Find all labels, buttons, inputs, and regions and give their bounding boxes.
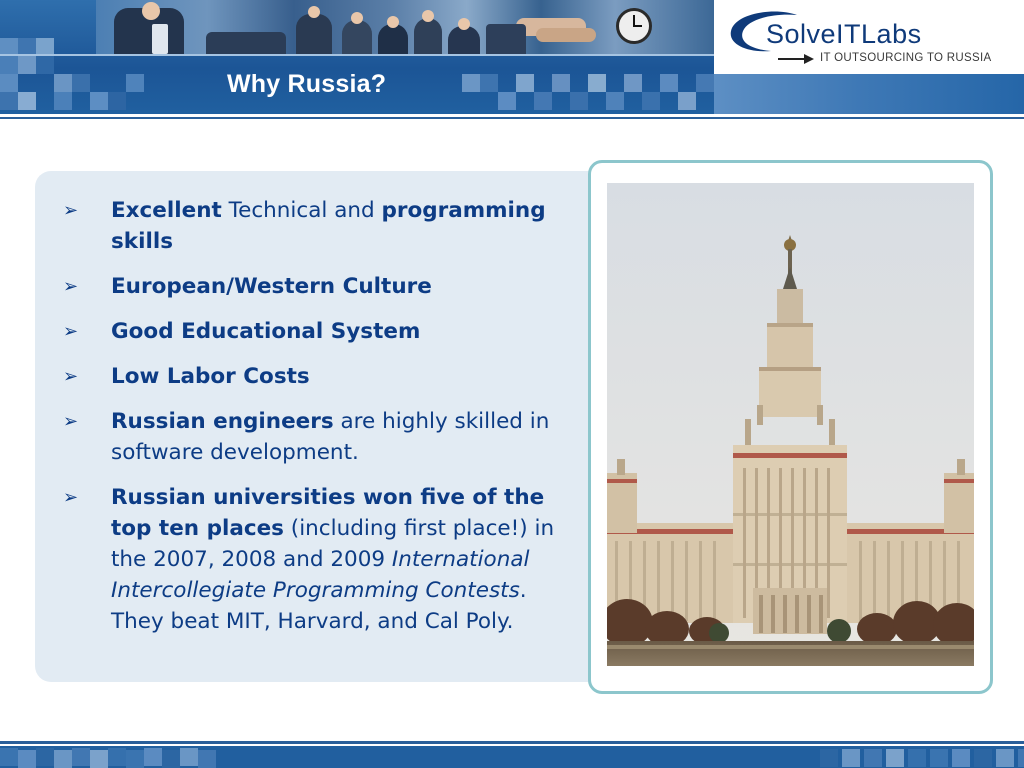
bullet-text-run: programming skills <box>111 198 546 254</box>
desk-figure <box>206 32 286 54</box>
logo-name: SolveITLabs <box>766 19 922 49</box>
person-figure <box>296 14 332 54</box>
person-figure <box>448 26 480 54</box>
bullet-arrow-icon: ➢ <box>63 321 79 342</box>
moscow-state-university-building-photo <box>607 183 974 666</box>
bullet-item <box>63 316 573 347</box>
person-figure <box>378 24 408 54</box>
bullet-text-run: International Intercollegiate Programming Contests <box>111 547 530 603</box>
sleeve <box>486 24 526 54</box>
person-head <box>387 16 399 28</box>
person-figure <box>342 20 372 54</box>
bullet-item <box>63 271 573 302</box>
person-head <box>458 18 470 30</box>
clock-icon <box>616 8 652 44</box>
arrow-right-icon <box>776 52 816 66</box>
bullet-text-run: are highly skilled in software development. <box>111 409 550 465</box>
bullet-item <box>63 406 573 468</box>
slide-header <box>0 0 1024 114</box>
bullet-arrow-icon: ➢ <box>63 200 79 221</box>
bullet-text-run: Good Educational System <box>111 319 421 344</box>
person-head <box>351 12 363 24</box>
person-figure <box>414 18 442 54</box>
header-business-photo-strip <box>96 0 714 54</box>
bullet-text-run: Russian universities won five of the top ten places <box>111 485 545 541</box>
header-divider-line <box>0 54 714 56</box>
bullet-arrow-icon: ➢ <box>63 366 79 387</box>
page-title: Why Russia? <box>227 70 387 98</box>
header-right-band <box>714 74 1024 114</box>
header-rule <box>0 117 1024 119</box>
bullet-arrow-icon: ➢ <box>63 276 79 297</box>
person-head <box>308 6 320 18</box>
bullet-text-run: (including first place!) in the 2007, 2008 and 2009 <box>111 516 555 572</box>
bullet-text-run: Low Labor Costs <box>111 364 310 389</box>
shirt-collar <box>152 24 168 54</box>
slide-footer <box>0 746 1024 768</box>
bullet-text-run: European/Western Culture <box>111 274 432 299</box>
person-head <box>142 2 160 20</box>
bullet-item <box>63 482 573 637</box>
bullet-list <box>63 195 573 651</box>
person-head <box>422 10 434 22</box>
bullet-text-run: Technical and <box>221 198 382 223</box>
bullet-item <box>63 195 573 257</box>
handshake-hand <box>536 28 596 42</box>
bullet-text-run: Excellent <box>111 198 222 223</box>
bullet-item <box>63 361 573 392</box>
bullet-arrow-icon: ➢ <box>63 487 79 508</box>
logo-tagline: IT OUTSOURCING TO RUSSIA <box>820 52 992 64</box>
bullet-text-run: . They beat MIT, Harvard, and Cal Poly. <box>111 578 527 634</box>
footer-rule <box>0 741 1024 744</box>
bullet-arrow-icon: ➢ <box>63 411 79 432</box>
bullet-text-run: Russian engineers <box>111 409 334 434</box>
